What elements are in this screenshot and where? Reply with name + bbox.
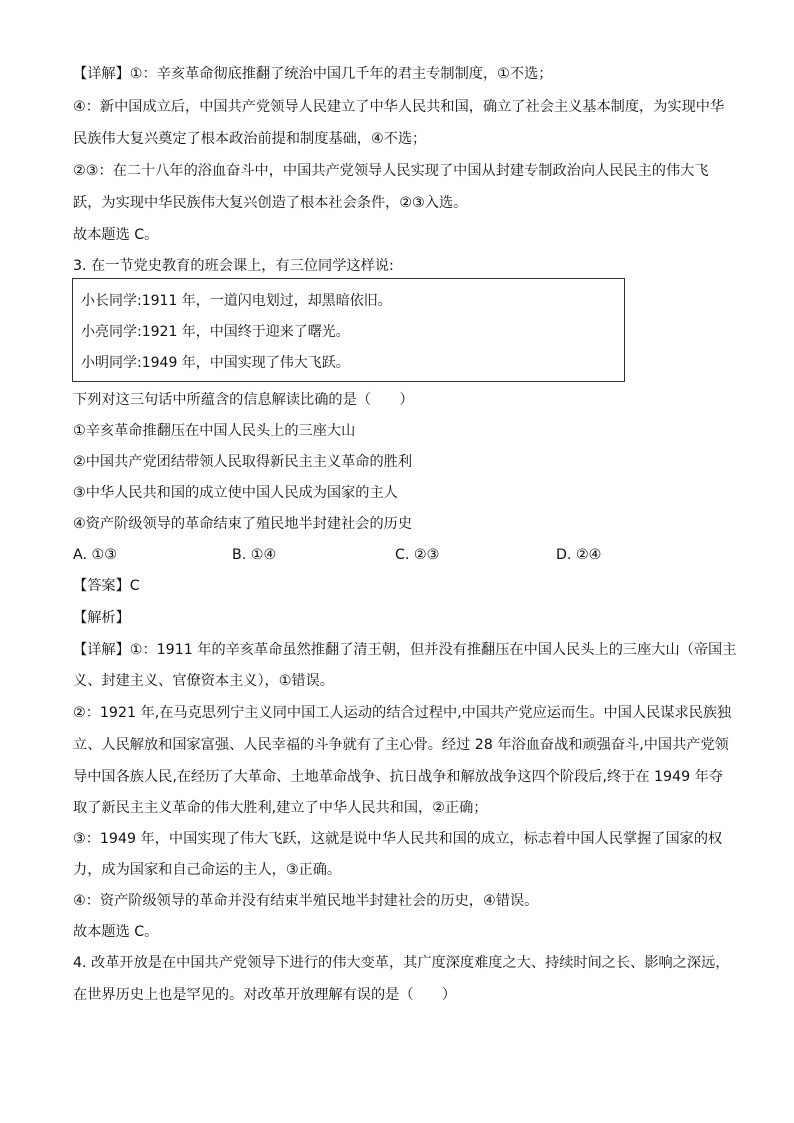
analysis-line: 取了新民主主义革命的伟大胜利,建立了中华人民共和国，②正确； (73, 800, 488, 816)
detail-line: ④：新中国成立后，中国共产党领导人民建立了中华人民共和国，确立了社会主义基本制度，为实现中华 (73, 99, 725, 115)
analysis-line: 导中国各族人民,在经历了大革命、土地革命战争、抗日战争和解放战争这四个阶段后,终于在 1949 年夺 (73, 769, 724, 785)
quote-line: 小明同学:1949 年，中国实现了伟大飞跃。 (81, 355, 350, 371)
option-b: B. ①④ (232, 547, 277, 563)
statement-item: ①辛亥革命推翻压在中国人民头上的三座大山 (73, 423, 356, 439)
statement-item: ②中国共产党团结带领人民取得新民主主义革命的胜利 (73, 454, 413, 470)
conclusion-text: 故本题选 C。 (73, 924, 159, 940)
question-3-stem: 3. 在一节党史教育的班会课上，有三位同学这样说: (73, 258, 394, 274)
option-a: A. ①③ (73, 547, 117, 563)
analysis-line: 力，成为国家和自己命运的主人，③正确。 (73, 862, 342, 878)
analysis-line: ③：1949 年，中国实现了伟大飞跃，这就是说中华人民共和国的成立，标志着中国人民掌握了国家的权 (73, 831, 723, 847)
answer-label: 【答案】C (73, 578, 140, 594)
quote-line: 小亮同学:1921 年，中国终于迎来了曙光。 (81, 324, 350, 340)
statement-item: ③中华人民共和国的成立使中国人民成为国家的主人 (73, 485, 398, 501)
detail-line: ②③：在二十八年的浴血奋斗中，中国共产党领导人民实现了中国从封建专制政治向人民民主的伟大飞 (73, 163, 709, 179)
question-4-stem: 在世界历史上也是罕见的。对改革开放理解有误的是（ ） (73, 987, 457, 1003)
analysis-line: 义、封建主义、官僚资本主义），①错误。 (73, 673, 334, 689)
detail-line: 民族伟大复兴奠定了根本政治前提和制度基础，④不选； (73, 131, 427, 147)
quote-box (72, 278, 625, 382)
analysis-line: ④：资产阶级领导的革命并没有结束半殖民地半封建社会的历史，④错误。 (73, 893, 539, 909)
analysis-line: 【详解】①：1911 年的辛亥革命虽然推翻了清王朝，但并没有推翻压在中国人民头上的三座大山（帝国主 (73, 642, 737, 658)
detail-line: 【详解】①：辛亥革命彻底推翻了统治中国几千年的君主专制制度，①不选； (73, 66, 553, 82)
quote-line: 小长同学:1911 年，一道闪电划过，却黑暗依旧。 (81, 293, 392, 309)
detail-line: 跃，为实现中华民族伟大复兴创造了根本社会条件，②③入选。 (73, 195, 468, 211)
option-d: D. ②④ (556, 547, 602, 563)
analysis-line: 立、人民解放和国家富强、人民幸福的斗争就有了主心骨。经过 28 年浴血奋战和顽强奋斗,中国共产党领 (73, 737, 729, 753)
option-c: C. ②③ (395, 547, 440, 563)
conclusion-text: 故本题选 C。 (73, 227, 159, 243)
analysis-line: ②：1921 年,在马克思列宁主义同中国工人运动的结合过程中,中国共产党应运而生。中国人民谋求民族独 (73, 705, 732, 721)
statement-item: ④资产阶级领导的革命结束了殖民地半封建社会的历史 (73, 516, 413, 532)
question-3-prompt: 下列对这三句话中所蕴含的信息解读比确的是（ ） (73, 392, 414, 408)
question-4-stem: 4. 改革开放是在中国共产党领导下进行的伟大变革，其广度深度难度之大、持续时间之长、影响之深远， (73, 955, 730, 971)
analysis-label: 【解析】 (73, 610, 130, 626)
